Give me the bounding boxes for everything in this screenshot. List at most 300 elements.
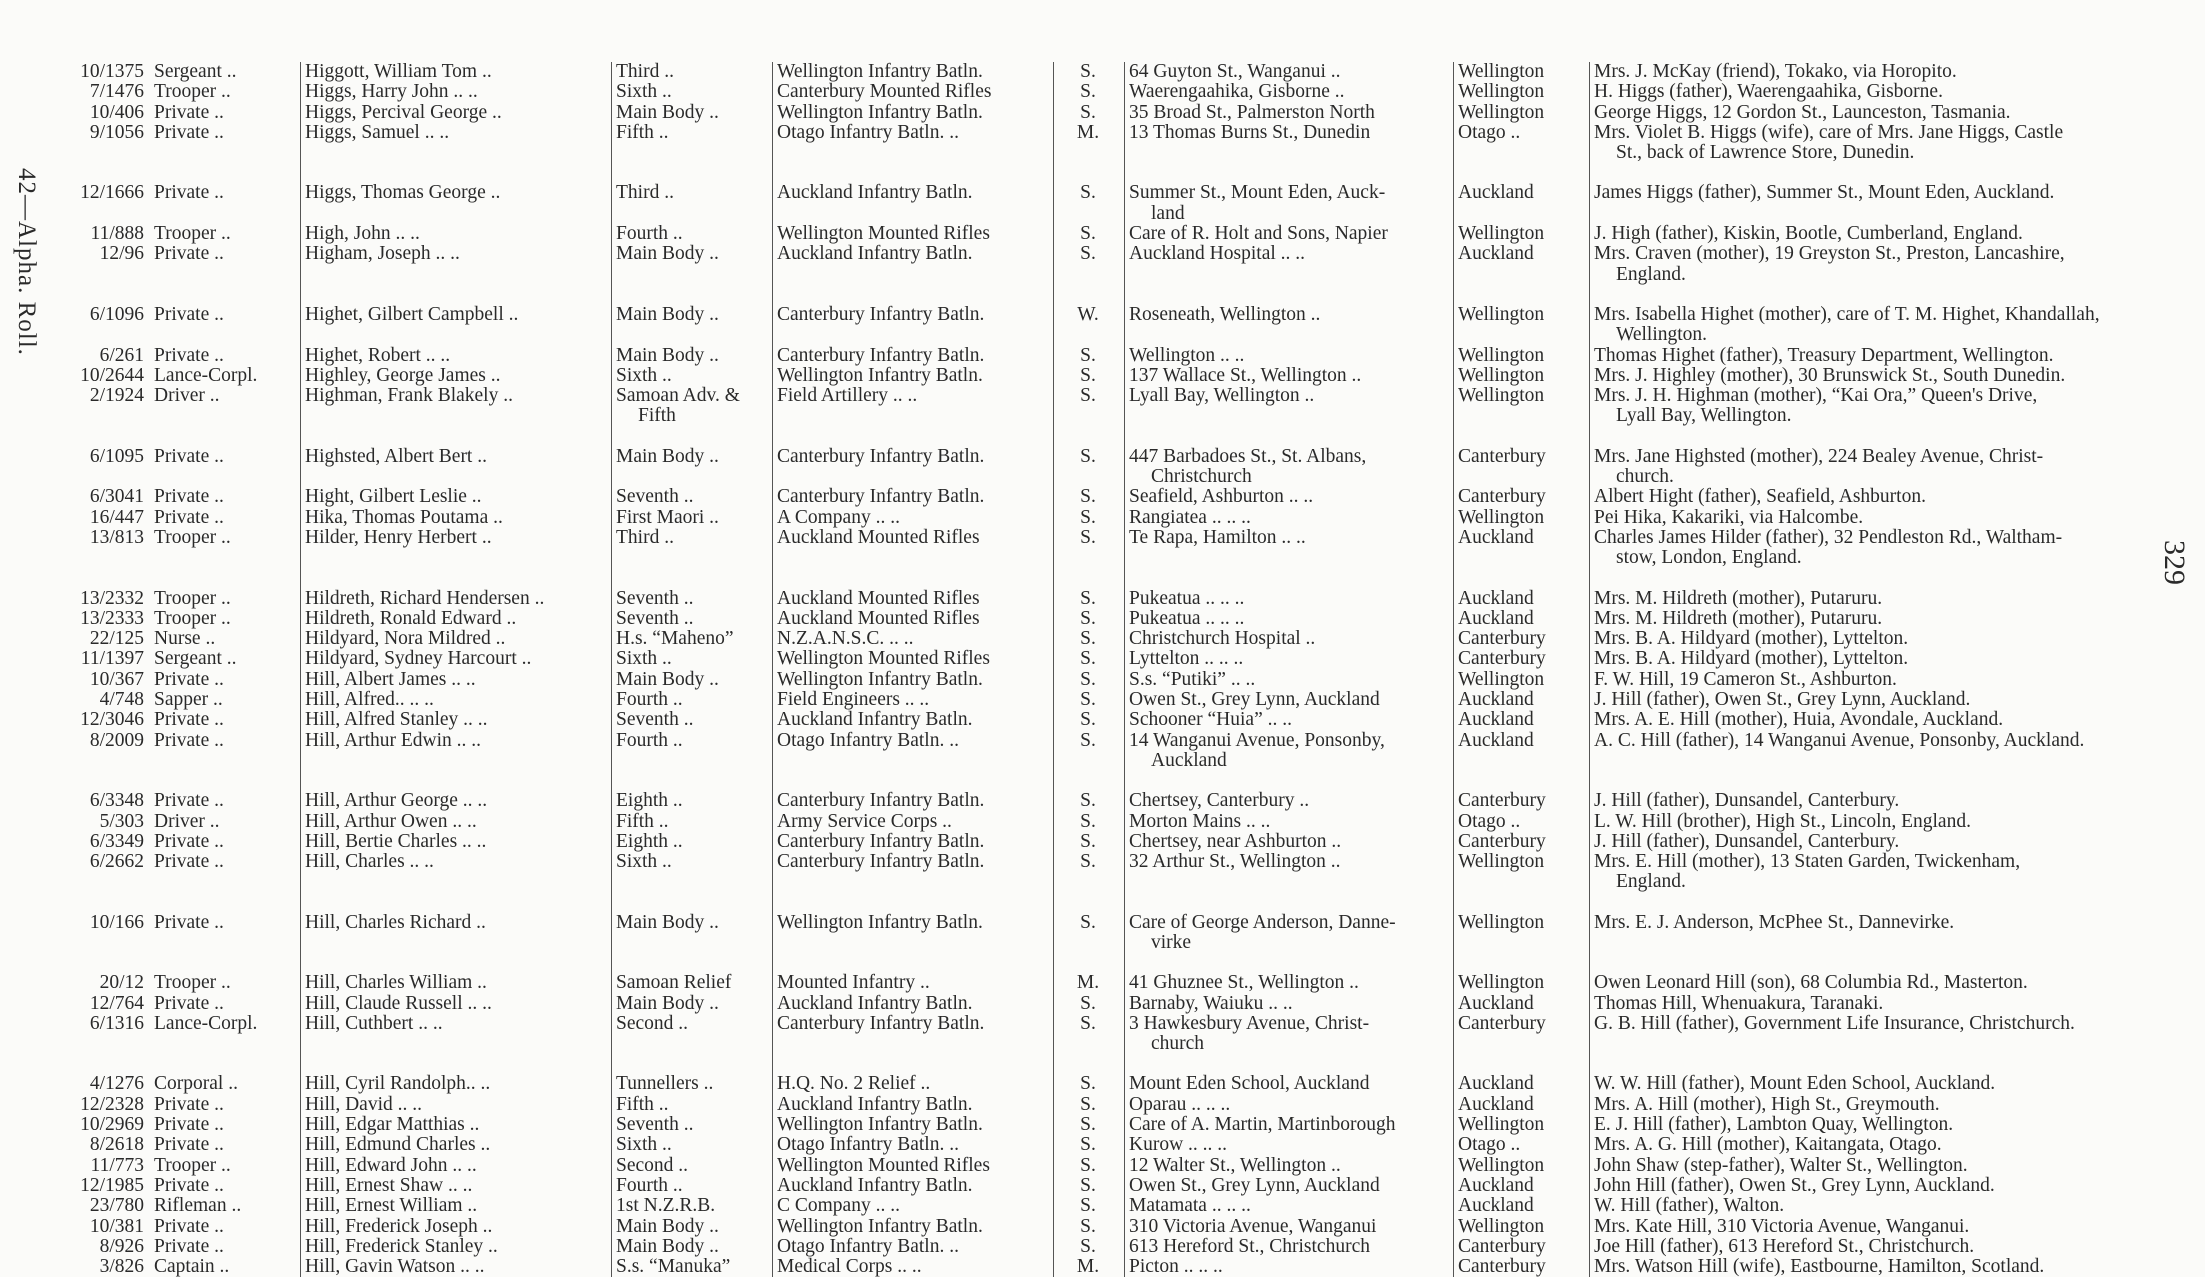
- rank: Trooper ..: [154, 972, 231, 994]
- address-cell: [1125, 1115, 1454, 1135]
- unit-cell: [612, 123, 773, 164]
- corps-cell: [773, 1217, 1054, 1237]
- corps-cell: [773, 103, 1054, 123]
- unit-cell: [612, 1176, 773, 1196]
- service-number-cell: [38, 163, 150, 224]
- address: 613 Hereford St., Christchurch: [1129, 1236, 1370, 1257]
- address: 64 Guyton St., Wanganui ..: [1129, 62, 1341, 82]
- service-number: 8/926: [99, 1236, 144, 1257]
- rank-cell: [150, 832, 301, 852]
- marital-status: S.: [1080, 790, 1096, 812]
- district: Canterbury: [1458, 831, 1546, 852]
- marital-status: S.: [1080, 62, 1096, 82]
- address: 12 Walter St., Wellington ..: [1129, 1155, 1341, 1176]
- unit-cell: [612, 366, 773, 386]
- service-number-cell: [38, 346, 150, 366]
- corps: Auckland Mounted Rifles: [777, 608, 980, 629]
- district-cell: [1454, 609, 1590, 629]
- rank-cell: [150, 893, 301, 954]
- service-number-cell: [38, 771, 150, 811]
- next-of-kin-cell: [1590, 771, 2201, 811]
- address: Care of R. Holt and Sons, Napier: [1129, 224, 1388, 245]
- unit: Fourth ..: [616, 690, 683, 711]
- service-number: 2/1924: [89, 386, 144, 407]
- next-of-kin-cell: [1590, 731, 2201, 772]
- district-cell: [1454, 690, 1590, 710]
- service-number: 6/1096: [89, 303, 144, 325]
- marital-status: S.: [1080, 831, 1096, 852]
- soldier-name-cell: [301, 649, 612, 669]
- rank-cell: [150, 649, 301, 669]
- next-of-kin: J. Hill (father), Dunsandel, Canterbury.: [1594, 790, 1900, 812]
- address: 3 Hawkesbury Avenue, Christ-: [1129, 1013, 1370, 1034]
- soldier-name-cell: [301, 569, 612, 609]
- address: Te Rapa, Hamilton .. ..: [1129, 527, 1306, 548]
- service-number: 12/1666: [80, 182, 144, 204]
- next-of-kin: Mrs. A. G. Hill (mother), Kaitangata, Otago.: [1594, 1135, 1942, 1156]
- rank: Rifleman ..: [154, 1196, 242, 1217]
- next-of-kin: Albert Hight (father), Seafield, Ashburton.: [1594, 487, 1926, 508]
- rank-cell: [150, 1237, 301, 1257]
- next-of-kin-cell: [1590, 163, 2201, 224]
- service-number-cell: [38, 629, 150, 649]
- address: Owen St., Grey Lynn, Auckland: [1129, 1175, 1380, 1196]
- rank: Private ..: [154, 831, 224, 852]
- next-of-kin: Joe Hill (father), 613 Hereford St., Christchurch.: [1594, 1236, 1975, 1257]
- next-of-kin-cell: [1590, 953, 2201, 993]
- marital-status-cell: [1054, 103, 1125, 123]
- soldier-name: Hill, Claude Russell .. ..: [305, 993, 492, 1014]
- marital-status-cell: [1054, 710, 1125, 730]
- marital-status-cell: [1054, 224, 1125, 244]
- soldier-name: Hill, Gavin Watson .. ..: [305, 1257, 485, 1277]
- corps: Otago Infantry Batln. ..: [777, 730, 959, 751]
- address: 447 Barbadoes St., St. Albans,: [1129, 445, 1367, 467]
- district-cell: [1454, 62, 1590, 82]
- roll-row: [38, 244, 2200, 285]
- marital-status-cell: [1054, 62, 1125, 82]
- marital-status: S.: [1080, 1013, 1096, 1034]
- rank-cell: [150, 427, 301, 488]
- address: Auckland Hospital .. ..: [1129, 244, 1306, 265]
- marital-status: S.: [1080, 1115, 1096, 1136]
- unit-cell: [612, 852, 773, 893]
- address-cell: [1125, 670, 1454, 690]
- marital-status-cell: [1054, 123, 1125, 164]
- district: Wellington: [1458, 386, 1545, 407]
- address: Matamata .. .. ..: [1129, 1196, 1251, 1217]
- address: Lyttelton .. .. ..: [1129, 649, 1244, 670]
- unit: S.s. “Manuka”: [616, 1257, 731, 1277]
- marital-status: S.: [1080, 730, 1096, 751]
- marital-status: S.: [1080, 82, 1096, 103]
- soldier-name-cell: [301, 670, 612, 690]
- marital-status-cell: [1054, 731, 1125, 772]
- service-number-cell: [38, 487, 150, 507]
- next-of-kin: Mrs. B. A. Hildyard (mother), Lyttelton.: [1594, 629, 1909, 650]
- marital-status-cell: [1054, 346, 1125, 366]
- unit-cell: [612, 953, 773, 993]
- district-cell: [1454, 1054, 1590, 1094]
- soldier-name-cell: [301, 285, 612, 346]
- service-number-cell: [38, 244, 150, 285]
- unit-cell: [612, 1217, 773, 1237]
- unit: Fifth ..: [616, 1094, 669, 1115]
- corps: Otago Infantry Batln. ..: [777, 1236, 959, 1257]
- next-of-kin: Mrs. J. McKay (friend), Tokako, via Horopito.: [1594, 62, 1957, 82]
- service-number: 7/1476: [89, 82, 144, 103]
- address-cell: [1125, 427, 1454, 488]
- roll-row: [38, 1095, 2200, 1115]
- corps: Medical Corps .. ..: [777, 1257, 922, 1277]
- marital-status-cell: [1054, 953, 1125, 993]
- corps: Wellington Infantry Batln.: [777, 911, 983, 933]
- address-cell: [1125, 609, 1454, 629]
- marital-status: M.: [1076, 122, 1100, 143]
- corps-cell: [773, 569, 1054, 609]
- marital-status-cell: [1054, 690, 1125, 710]
- soldier-name: Hill, Albert James .. ..: [305, 669, 476, 690]
- next-of-kin-cell: [1590, 649, 2201, 669]
- marital-status-cell: [1054, 1095, 1125, 1115]
- soldier-name: Higgott, William Tom ..: [305, 62, 492, 82]
- next-of-kin: Thomas Hill, Whenuakura, Taranaki.: [1594, 993, 1884, 1014]
- soldier-name-cell: [301, 953, 612, 993]
- marital-status: S.: [1080, 649, 1096, 670]
- district-cell: [1454, 1095, 1590, 1115]
- marital-status-cell: [1054, 1176, 1125, 1196]
- address-cell: [1125, 386, 1454, 427]
- roll-row: [38, 852, 2200, 893]
- rank: Private ..: [154, 790, 224, 812]
- service-number-cell: [38, 427, 150, 488]
- address-cell: [1125, 1196, 1454, 1216]
- service-number-cell: [38, 123, 150, 164]
- next-of-kin: Thomas Highet (father), Treasury Department, Wellington.: [1594, 345, 2054, 366]
- soldier-name: Higham, Joseph .. ..: [305, 244, 460, 265]
- roll-row: [38, 731, 2200, 772]
- service-number-cell: [38, 710, 150, 730]
- roll-row: [38, 1014, 2200, 1055]
- unit: First Maori ..: [616, 507, 719, 528]
- address-cell: [1125, 569, 1454, 609]
- next-of-kin: Mrs. A. Hill (mother), High St., Greymouth.: [1594, 1094, 1940, 1115]
- next-of-kin-cell: [1590, 1237, 2201, 1257]
- marital-status-cell: [1054, 487, 1125, 507]
- next-of-kin: H. Higgs (father), Waerengaahika, Gisborne.: [1594, 82, 1943, 103]
- address-cell: [1125, 163, 1454, 224]
- address-cell: [1125, 710, 1454, 730]
- soldier-name: Hill, Alfred.. .. ..: [305, 690, 434, 711]
- next-of-kin-cell: [1590, 1115, 2201, 1135]
- next-of-kin: Mrs. M. Hildreth (mother), Putaruru.: [1594, 608, 1883, 629]
- marital-status: S.: [1080, 911, 1096, 933]
- district: Wellington: [1458, 507, 1545, 528]
- soldier-name-cell: [301, 1135, 612, 1155]
- corps-cell: [773, 1196, 1054, 1216]
- unit-cell: [612, 285, 773, 346]
- corps-cell: [773, 953, 1054, 993]
- next-of-kin-cell: [1590, 1176, 2201, 1196]
- corps-cell: [773, 1054, 1054, 1094]
- district-cell: [1454, 528, 1590, 569]
- next-of-kin: J. Hill (father), Owen St., Grey Lynn, Auckland.: [1594, 690, 1971, 711]
- next-of-kin-cell: [1590, 244, 2201, 285]
- unit: Fourth ..: [616, 730, 683, 751]
- roll-row: [38, 123, 2200, 164]
- service-number-cell: [38, 1237, 150, 1257]
- corps: Canterbury Mounted Rifles: [777, 82, 992, 103]
- soldier-name: Higgs, Harry John .. ..: [305, 82, 478, 103]
- service-number-cell: [38, 528, 150, 569]
- next-of-kin-continued: Wellington.: [1616, 324, 1708, 346]
- rank: Trooper ..: [154, 587, 231, 609]
- roll-row: [38, 1176, 2200, 1196]
- marital-status-cell: [1054, 1196, 1125, 1216]
- corps-cell: [773, 244, 1054, 285]
- soldier-name: Higgs, Percival George ..: [305, 102, 502, 123]
- rank: Private ..: [154, 345, 224, 366]
- address-cell: [1125, 346, 1454, 366]
- address: 32 Arthur St., Wellington ..: [1129, 852, 1341, 873]
- unit: Main Body ..: [616, 303, 719, 325]
- corps-cell: [773, 852, 1054, 893]
- service-number-cell: [38, 1257, 150, 1277]
- unit-cell: [612, 670, 773, 690]
- corps-cell: [773, 1014, 1054, 1055]
- district-cell: [1454, 1014, 1590, 1055]
- unit: Main Body ..: [616, 102, 719, 123]
- next-of-kin-cell: [1590, 82, 2201, 102]
- corps: Wellington Infantry Batln.: [777, 365, 983, 386]
- next-of-kin-continued: church.: [1616, 466, 1674, 488]
- rank: Private ..: [154, 1175, 224, 1196]
- district-cell: [1454, 244, 1590, 285]
- marital-status: S.: [1080, 365, 1096, 386]
- address: 35 Broad St., Palmerston North: [1129, 102, 1375, 123]
- corps: C Company .. ..: [777, 1196, 900, 1217]
- roll-row: [38, 1237, 2200, 1257]
- unit-cell: [612, 690, 773, 710]
- unit: Main Body ..: [616, 993, 719, 1014]
- district: Auckland: [1458, 730, 1534, 751]
- rank-cell: [150, 1257, 301, 1277]
- service-number: 12/3046: [80, 710, 144, 731]
- next-of-kin-cell: [1590, 386, 2201, 427]
- soldier-name-cell: [301, 710, 612, 730]
- district: Auckland: [1458, 587, 1534, 609]
- address-cell: [1125, 953, 1454, 993]
- corps-cell: [773, 771, 1054, 811]
- district-cell: [1454, 1217, 1590, 1237]
- soldier-name-cell: [301, 852, 612, 893]
- address: Barnaby, Waiuku .. ..: [1129, 993, 1293, 1014]
- corps: Canterbury Infantry Batln.: [777, 790, 985, 812]
- address-cell: [1125, 244, 1454, 285]
- rank: Trooper ..: [154, 527, 231, 548]
- unit: Samoan Relief: [616, 972, 732, 994]
- soldier-name: Hill, Bertie Charles .. ..: [305, 831, 487, 852]
- next-of-kin: George Higgs, 12 Gordon St., Launceston, Tasmania.: [1594, 102, 2011, 123]
- marital-status-cell: [1054, 427, 1125, 488]
- service-number-cell: [38, 1196, 150, 1216]
- next-of-kin-cell: [1590, 1196, 2201, 1216]
- unit: Fourth ..: [616, 224, 683, 245]
- marital-status: S.: [1080, 224, 1096, 245]
- unit-cell: [612, 487, 773, 507]
- rank-cell: [150, 103, 301, 123]
- rank-cell: [150, 994, 301, 1014]
- rank: Private ..: [154, 1094, 224, 1115]
- soldier-name: Hill, Alfred Stanley .. ..: [305, 710, 488, 731]
- rank: Private ..: [154, 507, 224, 528]
- soldier-name: High, John .. ..: [305, 224, 420, 245]
- roll-row: [38, 1135, 2200, 1155]
- marital-status: S.: [1080, 1094, 1096, 1115]
- next-of-kin-cell: [1590, 1156, 2201, 1176]
- soldier-name: Hill, Edgar Matthias ..: [305, 1115, 480, 1136]
- next-of-kin-cell: [1590, 346, 2201, 366]
- next-of-kin: Mrs. E. J. Anderson, McPhee St., Dannevirke.: [1594, 911, 1955, 933]
- soldier-name-cell: [301, 103, 612, 123]
- unit: Seventh ..: [616, 487, 694, 508]
- address: Picton .. .. ..: [1129, 1257, 1223, 1277]
- corps-cell: [773, 629, 1054, 649]
- corps-cell: [773, 285, 1054, 346]
- service-number-cell: [38, 649, 150, 669]
- address: Morton Mains .. ..: [1129, 811, 1271, 832]
- rank-cell: [150, 690, 301, 710]
- roll-row: [38, 103, 2200, 123]
- next-of-kin: F. W. Hill, 19 Cameron St., Ashburton.: [1594, 669, 1897, 690]
- rank-cell: [150, 953, 301, 993]
- address-continued: church: [1151, 1033, 1205, 1055]
- roll-row: [38, 771, 2200, 811]
- service-number: 10/2644: [80, 365, 144, 386]
- rank: Private ..: [154, 710, 224, 731]
- rank: Private ..: [154, 122, 224, 143]
- corps-cell: [773, 893, 1054, 954]
- marital-status-cell: [1054, 1014, 1125, 1055]
- unit-cell: [612, 1054, 773, 1094]
- rank: Driver ..: [154, 811, 220, 832]
- rank: Private ..: [154, 445, 224, 467]
- address: Pukeatua .. .. ..: [1129, 608, 1245, 629]
- unit-cell: [612, 62, 773, 82]
- address-cell: [1125, 629, 1454, 649]
- district-cell: [1454, 346, 1590, 366]
- corps: Auckland Infantry Batln.: [777, 182, 973, 204]
- address-cell: [1125, 812, 1454, 832]
- service-number-cell: [38, 1217, 150, 1237]
- district: Canterbury: [1458, 445, 1546, 467]
- marital-status: W.: [1077, 303, 1099, 325]
- roll-row: [38, 690, 2200, 710]
- unit-cell: [612, 528, 773, 569]
- next-of-kin-cell: [1590, 609, 2201, 629]
- address-continued: Christchurch: [1151, 466, 1252, 488]
- marital-status-cell: [1054, 994, 1125, 1014]
- next-of-kin-cell: [1590, 629, 2201, 649]
- marital-status-cell: [1054, 609, 1125, 629]
- district: Canterbury: [1458, 1013, 1546, 1034]
- marital-status: S.: [1080, 1175, 1096, 1196]
- corps-cell: [773, 1156, 1054, 1176]
- roll-row: [38, 953, 2200, 993]
- unit: Third ..: [616, 62, 674, 82]
- address: 137 Wallace St., Wellington ..: [1129, 365, 1362, 386]
- soldier-name: Highley, George James ..: [305, 365, 501, 386]
- soldier-name: Hill, Ernest Shaw .. ..: [305, 1175, 473, 1196]
- next-of-kin: G. B. Hill (father), Government Life Insurance, Christchurch.: [1594, 1013, 2075, 1034]
- roll-row: [38, 609, 2200, 629]
- unit-cell: [612, 163, 773, 224]
- rank-cell: [150, 1115, 301, 1135]
- corps-cell: [773, 1115, 1054, 1135]
- district-cell: [1454, 832, 1590, 852]
- soldier-name: Hika, Thomas Poutama ..: [305, 507, 503, 528]
- next-of-kin-cell: [1590, 103, 2201, 123]
- next-of-kin-cell: [1590, 1217, 2201, 1237]
- soldier-name-cell: [301, 346, 612, 366]
- service-number-cell: [38, 852, 150, 893]
- address-cell: [1125, 285, 1454, 346]
- rank: Sergeant ..: [154, 62, 237, 82]
- corps-cell: [773, 62, 1054, 82]
- unit: Main Body ..: [616, 1216, 719, 1237]
- unit-cell: [612, 1095, 773, 1115]
- unit-cell: [612, 346, 773, 366]
- rank: Private ..: [154, 993, 224, 1014]
- marital-status-cell: [1054, 569, 1125, 609]
- corps: Wellington Infantry Batln.: [777, 669, 983, 690]
- corps: Wellington Infantry Batln.: [777, 102, 983, 123]
- marital-status-cell: [1054, 893, 1125, 954]
- rank: Sapper ..: [154, 690, 223, 711]
- rank-cell: [150, 1095, 301, 1115]
- next-of-kin: J. High (father), Kiskin, Bootle, Cumberland, England.: [1594, 224, 2023, 245]
- service-number: 10/406: [89, 102, 144, 123]
- marital-status: S.: [1080, 1073, 1096, 1095]
- address: 41 Ghuznee St., Wellington ..: [1129, 972, 1359, 994]
- rank-cell: [150, 123, 301, 164]
- next-of-kin: James Higgs (father), Summer St., Mount Eden, Auckland.: [1594, 182, 2055, 204]
- soldier-name: Higgs, Samuel .. ..: [305, 122, 450, 143]
- corps: Wellington Infantry Batln.: [777, 1216, 983, 1237]
- rank: Private ..: [154, 1216, 224, 1237]
- corps: Auckland Infantry Batln.: [777, 993, 973, 1014]
- roll-row: [38, 487, 2200, 507]
- corps-cell: [773, 812, 1054, 832]
- address-cell: [1125, 62, 1454, 82]
- soldier-name: Hill, Ernest William ..: [305, 1196, 478, 1217]
- service-number: 13/2332: [80, 587, 144, 609]
- corps-cell: [773, 163, 1054, 224]
- rank: Trooper ..: [154, 224, 231, 245]
- next-of-kin-cell: [1590, 1095, 2201, 1115]
- marital-status: S.: [1080, 244, 1096, 265]
- service-number: 16/447: [89, 507, 144, 528]
- address: Owen St., Grey Lynn, Auckland: [1129, 690, 1380, 711]
- service-number-cell: [38, 670, 150, 690]
- district: Wellington: [1458, 365, 1545, 386]
- unit: Tunnellers ..: [616, 1073, 714, 1095]
- district-cell: [1454, 285, 1590, 346]
- next-of-kin-cell: [1590, 994, 2201, 1014]
- service-number: 20/12: [99, 972, 144, 994]
- next-of-kin: Mrs. Craven (mother), 19 Greyston St., Preston, Lancashire,: [1594, 244, 2065, 265]
- district-cell: [1454, 508, 1590, 528]
